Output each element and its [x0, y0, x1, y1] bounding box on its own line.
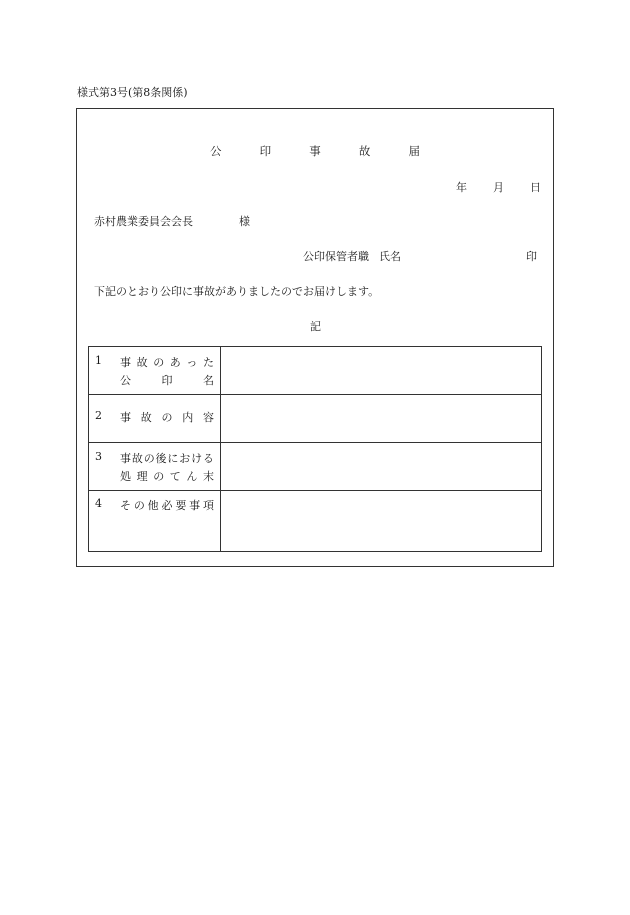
item-label-line — [120, 468, 214, 486]
label-char: の — [143, 452, 155, 465]
label-char: 故 — [140, 411, 152, 424]
table-row — [89, 347, 542, 395]
label-char: 他 — [147, 499, 159, 512]
label-char: 印 — [161, 374, 173, 387]
year-label: 年 — [456, 181, 467, 194]
label-char: 事 — [120, 356, 131, 369]
table-row — [89, 395, 542, 443]
item-label-cell — [89, 347, 221, 395]
item-number: 1 — [95, 354, 102, 367]
items-table — [88, 346, 542, 552]
item-label-line — [120, 450, 214, 468]
label-char: そ — [120, 499, 131, 512]
item-number: 2 — [95, 409, 102, 422]
intro-text: 下記のとおり公印に事故がありましたのでお届けします。 — [94, 285, 380, 298]
label-char: の — [161, 411, 173, 424]
label-char: 公 — [120, 374, 131, 387]
title-char: 事 — [309, 144, 321, 158]
custodian-position: 公印保管者職 — [303, 250, 369, 263]
item-number: 3 — [95, 450, 102, 463]
custodian-line — [303, 248, 401, 264]
table-row — [89, 491, 542, 552]
label-char: 要 — [175, 499, 187, 512]
label-char: の — [153, 356, 165, 369]
label-char: 故 — [136, 356, 148, 369]
label-char: 事 — [189, 499, 201, 512]
label-char: 内 — [182, 411, 194, 424]
label-char: た — [202, 356, 214, 369]
document-title — [210, 143, 420, 159]
item-value-cell[interactable] — [221, 443, 542, 491]
title-char: 公 — [210, 144, 222, 158]
recipient-name: 赤村農業委員会会長 — [94, 215, 193, 228]
item-value-cell[interactable] — [221, 347, 542, 395]
title-char: 届 — [408, 144, 420, 158]
label-char: 理 — [136, 470, 148, 483]
label-char: て — [169, 470, 181, 483]
recipient-line — [94, 213, 250, 229]
label-char: 事 — [120, 452, 131, 465]
label-char: 末 — [202, 470, 214, 483]
date-line — [456, 179, 541, 195]
label-char: 事 — [120, 411, 131, 424]
label-char: お — [179, 452, 191, 465]
title-char: 印 — [259, 144, 272, 158]
custodian-name-label: 氏名 — [379, 250, 401, 263]
item-label-line — [120, 409, 214, 427]
item-label-cell — [89, 491, 221, 552]
month-label: 月 — [493, 181, 504, 194]
label-char: あ — [169, 356, 181, 369]
item-label-cell — [89, 443, 221, 491]
day-label: 日 — [530, 181, 541, 194]
label-char: 故 — [131, 452, 143, 465]
label-char: 項 — [202, 499, 214, 512]
label-char: 後 — [155, 452, 167, 465]
item-value-cell[interactable] — [221, 395, 542, 443]
item-label-line — [120, 372, 214, 390]
form-id: 様式第3号(第8条関係) — [77, 86, 188, 99]
item-number: 4 — [95, 497, 102, 510]
ki-heading: 記 — [310, 320, 321, 333]
title-char: 故 — [358, 144, 371, 158]
label-char: っ — [186, 356, 198, 369]
recipient-honorific: 様 — [239, 215, 250, 228]
label-char: ん — [186, 470, 198, 483]
label-char: 必 — [161, 499, 173, 512]
label-char: 名 — [203, 374, 214, 387]
seal-mark: 印 — [526, 250, 537, 263]
label-char: 処 — [120, 470, 131, 483]
label-char: の — [133, 499, 145, 512]
item-label-cell — [89, 395, 221, 443]
table-row — [89, 443, 542, 491]
label-char: に — [167, 452, 179, 465]
label-char: 容 — [203, 411, 214, 424]
item-label-line — [120, 497, 214, 515]
label-char: の — [153, 470, 165, 483]
item-label-line — [120, 354, 214, 372]
item-value-cell[interactable] — [221, 491, 542, 552]
label-char: け — [191, 452, 203, 465]
label-char: る — [202, 452, 214, 465]
